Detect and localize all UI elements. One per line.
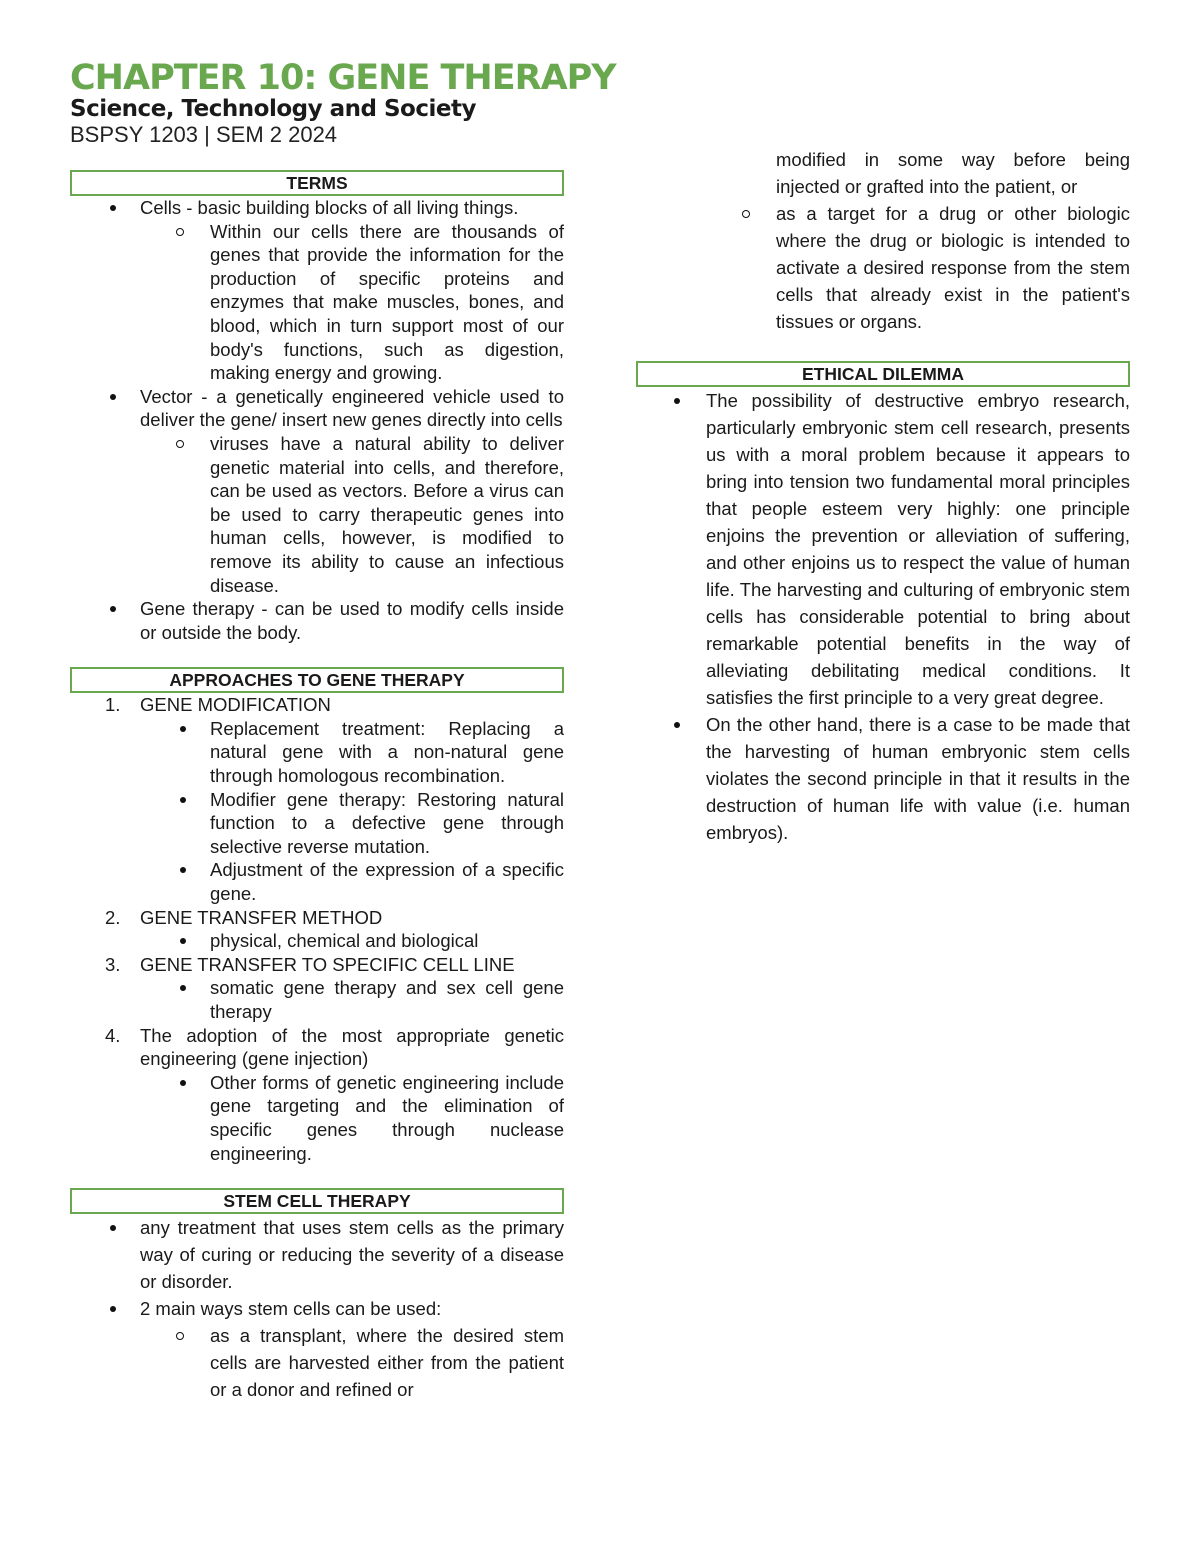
bullet-icon: [180, 985, 186, 991]
approach-item: [70, 1024, 564, 1071]
list-item: [70, 1024, 564, 1071]
page-title: CHAPTER 10: GENE THERAPY: [70, 58, 616, 98]
list-number: 1.: [105, 694, 121, 716]
list-item: [210, 929, 564, 953]
stem-cell-transplant: as a transplant, where the desired stem cells are harvested either from the patient or a donor and refined or: [210, 1325, 564, 1401]
approach-detail: Other forms of genetic engineering include gene targeting and the elimination of specific genes through nuclease engineering.: [210, 1071, 564, 1164]
list-item: [70, 953, 564, 977]
bullet-icon: [180, 938, 186, 944]
bullet-icon: [180, 1080, 186, 1086]
terms-list: [70, 385, 564, 432]
stem-cell-definition: any treatment that uses stem cells as the primary way of curing or reducing the severity of a disease or disorder.: [140, 1217, 564, 1293]
approaches-heading: APPROACHES TO GENE THERAPY: [70, 667, 564, 693]
approach-sublist: [210, 1071, 564, 1165]
terms-cells-sublist: [210, 220, 564, 385]
list-item: [70, 196, 564, 220]
stem-cell-list: [70, 1214, 564, 1322]
page-subtitle: Science, Technology and Society: [70, 96, 476, 122]
left-column: [70, 170, 564, 1403]
bullet-icon: [180, 867, 186, 873]
approach-item: [70, 906, 564, 930]
list-item: [776, 146, 1130, 200]
approach-item: [70, 693, 564, 717]
approach-detail: somatic gene therapy and sex cell gene therapy: [210, 977, 564, 1022]
list-item: [210, 1322, 564, 1403]
list-item: [70, 906, 564, 930]
list-item: [636, 711, 1130, 846]
approach-sublist: [210, 717, 564, 906]
approach-detail: Replacement treatment: Replacing a natural gene with a non-natural gene through homologous recombination.: [210, 717, 564, 787]
stem-cell-ways-sublist-cont: [776, 146, 1130, 335]
list-item: [70, 597, 564, 644]
stem-cell-ways: 2 main ways stem cells can be used:: [140, 1298, 442, 1320]
circle-bullet-icon: [176, 440, 184, 448]
bullet-icon: [674, 722, 680, 728]
term-vector-detail: viruses have a natural ability to deliver genetic material into cells, and therefore, can be used as vectors. Before a virus can be used to carry therapeutic genes into human cells, however, is modified to remove its ability to cause an infectious disease.: [210, 432, 564, 596]
ethical-item-1: The possibility of destructive embryo research, particularly embryonic stem cell research, presents us with a moral problem because it appears to bring into tension two fundamental moral principles that people esteem very highly: one principle enjoins the prevention or alleviation of suffering, and other enjoins us to respect the value of human life. The harvesting and culturing of embryonic stem cells has considerable potential to bring about remarkable potential benefits in the way of alleviating debilitating medical conditions. It satisfies the first principle to a very great degree.: [706, 390, 1130, 708]
bullet-icon: [110, 205, 116, 211]
stem-cell-transplant-cont: modified in some way before being injected or grafted into the patient, or: [776, 149, 1130, 197]
approaches-list: [70, 693, 564, 1165]
list-item: [210, 858, 564, 905]
list-item: [70, 1295, 564, 1322]
terms-vector-sublist: [210, 432, 564, 597]
circle-bullet-icon: [176, 228, 184, 236]
approach-sublist: [210, 976, 564, 1023]
bullet-icon: [110, 1225, 116, 1231]
approach-label: GENE TRANSFER TO SPECIFIC CELL LINE: [140, 953, 515, 975]
list-item: [210, 432, 564, 597]
stem-cell-ways-sublist: [210, 1322, 564, 1403]
list-number: 2.: [105, 906, 121, 928]
right-column: [636, 146, 1130, 846]
list-item: [70, 1214, 564, 1295]
circle-bullet-icon: [176, 1332, 184, 1340]
approach-label: GENE MODIFICATION: [140, 694, 331, 716]
term-gene-therapy: Gene therapy - can be used to modify cells inside or outside the body.: [140, 598, 564, 643]
list-item: [210, 220, 564, 385]
term-cells-detail: Within our cells there are thousands of genes that provide the information for the production of specific proteins and enzymes that make muscles, bones, and blood, which in turn support most of our body's functions, such as digestion, making energy and growing.: [210, 220, 564, 384]
bullet-icon: [180, 726, 186, 732]
stem-cell-drug-target: as a target for a drug or other biologic where the drug or biologic is intended to activate a desired response from the stem cells that already exist in the patient's tissues or organs.: [776, 203, 1130, 332]
list-item: [210, 788, 564, 859]
approach-detail: Modifier gene therapy: Restoring natural function to a defective gene through selective reverse mutation.: [210, 788, 564, 857]
terms-heading: TERMS: [70, 170, 564, 196]
list-item: [636, 387, 1130, 711]
term-vector: Vector - a genetically engineered vehicle used to deliver the gene/ insert new genes directly into cells: [140, 385, 564, 431]
list-item: [210, 976, 564, 1023]
bullet-icon: [674, 398, 680, 404]
bullet-icon: [110, 606, 116, 612]
list-number: 4.: [105, 1024, 121, 1046]
list-item: [210, 717, 564, 788]
approach-sublist: [210, 929, 564, 953]
ethical-item-2: On the other hand, there is a case to be made that the harvesting of human embryonic stem cells violates the second principle in that it results in the destruction of human life with value (i.e. human embryos).: [706, 714, 1130, 843]
bullet-icon: [110, 394, 116, 400]
bullet-icon: [180, 797, 186, 803]
list-item: [70, 693, 564, 717]
stem-cell-heading: STEM CELL THERAPY: [70, 1188, 564, 1214]
list-number: 3.: [105, 953, 121, 975]
terms-list: [70, 597, 564, 644]
list-item: [70, 385, 564, 432]
approach-label: The adoption of the most appropriate genetic engineering (gene injection): [140, 1024, 564, 1070]
ethical-heading: ETHICAL DILEMMA: [636, 361, 1130, 387]
approach-detail: Adjustment of the expression of a specific gene.: [210, 859, 564, 905]
circle-bullet-icon: [742, 210, 750, 218]
terms-list: [70, 196, 564, 220]
approach-detail: physical, chemical and biological: [210, 930, 479, 952]
ethical-list: [636, 387, 1130, 846]
approach-item: [70, 953, 564, 977]
term-cells: Cells - basic building blocks of all living things.: [140, 197, 519, 218]
approach-label: GENE TRANSFER METHOD: [140, 906, 383, 928]
bullet-icon: [110, 1306, 116, 1312]
list-item: [210, 1071, 564, 1165]
list-item: [776, 200, 1130, 335]
course-code: BSPSY 1203 | SEM 2 2024: [70, 122, 338, 147]
